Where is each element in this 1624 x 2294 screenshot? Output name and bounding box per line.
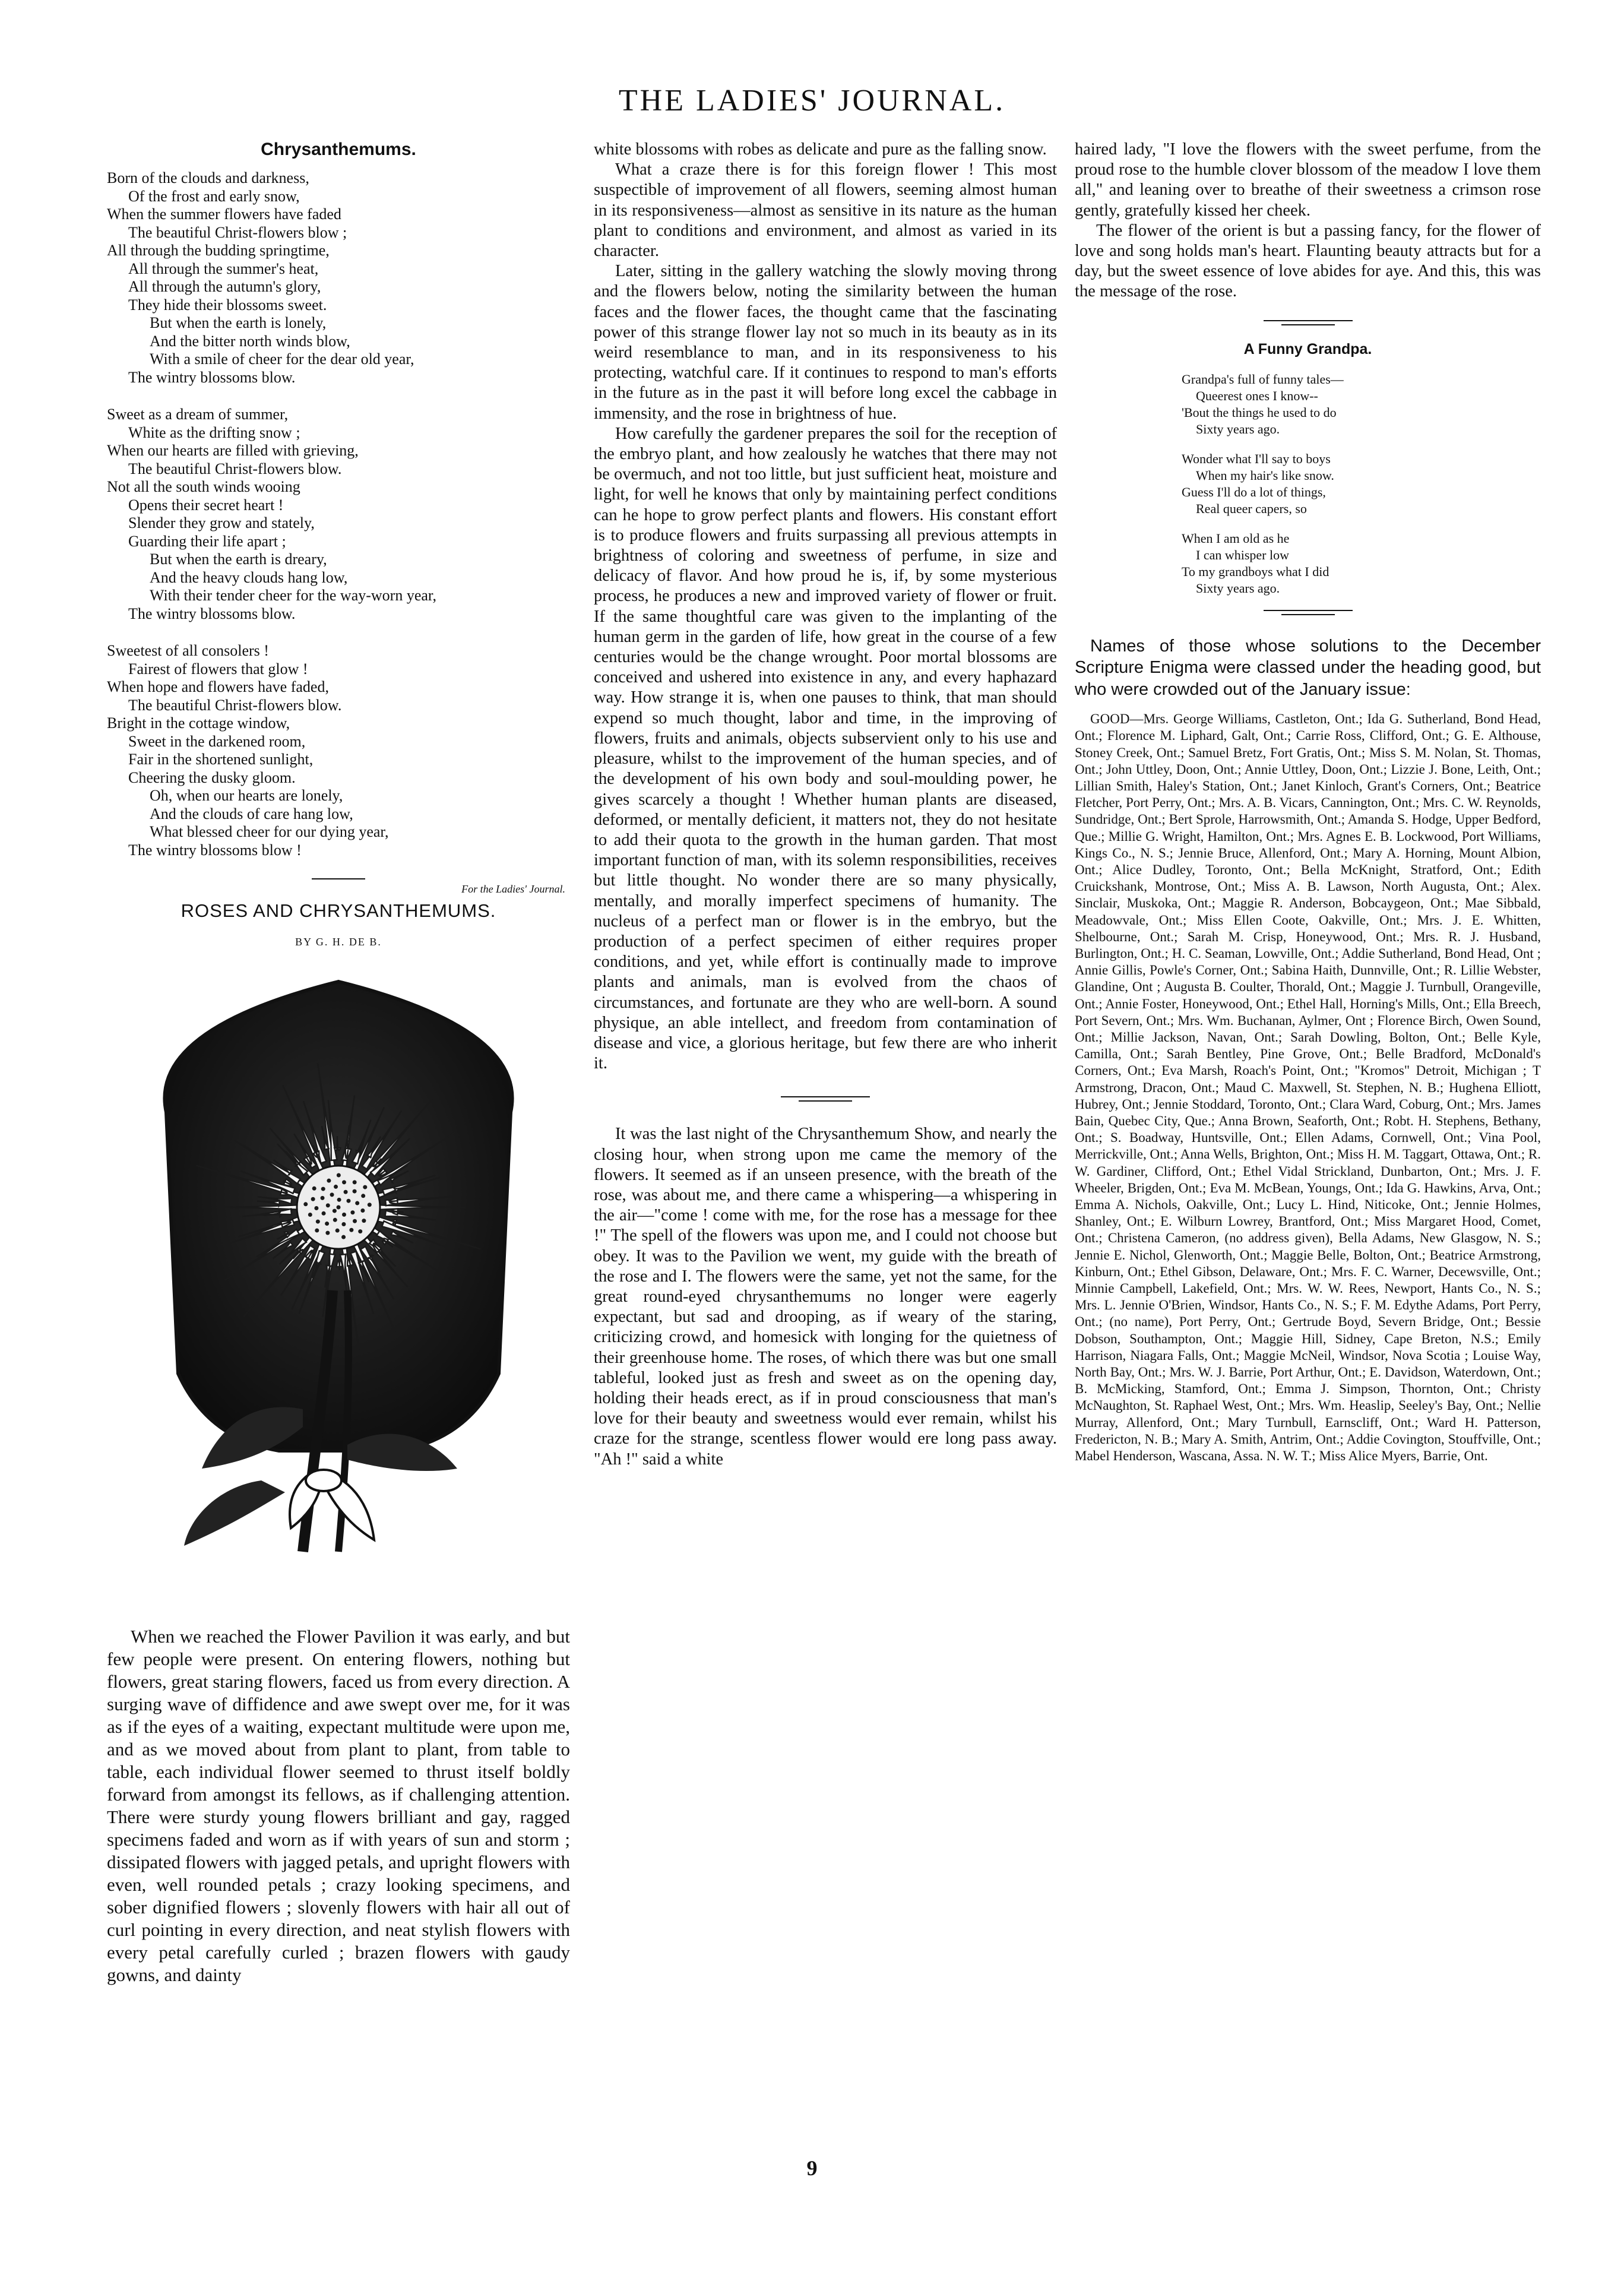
article-credit: For the Ladies' Journal. <box>461 883 565 895</box>
flower-center-dot <box>314 1206 318 1210</box>
flower-center-dot <box>316 1220 320 1224</box>
grandpa-line: Sixty years ago. <box>1196 580 1280 596</box>
grandpa-line: 'Bout the things he used to do <box>1182 404 1337 420</box>
flower-center-dot <box>337 1205 341 1210</box>
poem-line: Sweet in the darkened room, <box>128 732 306 750</box>
poem-stanza <box>107 642 570 859</box>
flower-center-dot <box>360 1208 365 1213</box>
grandpa-stanza <box>1182 451 1541 517</box>
poem-line: When the summer flowers have faded <box>107 205 341 223</box>
poem-line: Fairest of flowers that glow ! <box>128 660 308 678</box>
flower-center-dot <box>312 1186 316 1191</box>
flower-center-dot <box>334 1185 338 1189</box>
article-title: ROSES AND CHRYSANTHEMUMS. <box>181 900 496 921</box>
poem-line: The beautiful Christ-flowers blow. <box>128 460 342 477</box>
flower-center-dot <box>315 1229 319 1233</box>
grandpa-line: To my grandboys what I did <box>1182 564 1329 579</box>
grandpa-stanza <box>1182 371 1541 438</box>
poem-line: And the bitter north winds blow, <box>150 332 350 350</box>
flower-center-dot <box>337 1173 341 1178</box>
poem-line: Bright in the cottage window, <box>107 714 290 732</box>
flower-center-dot <box>362 1219 366 1223</box>
poem-stanza <box>107 169 570 387</box>
poem-line: All through the summer's heat, <box>128 260 319 277</box>
flower-center-dot <box>350 1210 354 1214</box>
flower-center-dot <box>344 1190 348 1194</box>
grandpa-line: Wonder what I'll say to boys <box>1182 451 1331 466</box>
flower-center-dot <box>311 1197 315 1201</box>
poem-line: With a smile of cheer for the dear old year, <box>150 350 414 368</box>
article-paragraph: The flower of the orient is but a passing fancy, for the flower of love and song holds man's heart. Flaunting beauty attracts but for a day, but the sweet essence of love abides for aye. And this, this was the message of the rose. <box>1075 221 1541 301</box>
article-text-col1 <box>107 1625 570 1986</box>
grandpa-stanza <box>1182 530 1541 597</box>
names-intro: Names of those whose solutions to the December Scripture Enigma were classed under the heading good, but who were crowded out of the January issue: <box>1075 636 1541 699</box>
article-paragraph: white blossoms with robes as delicate and pure as the falling snow. <box>594 140 1047 159</box>
grandpa-line: When I am old as he <box>1182 530 1290 546</box>
flower-center-dot <box>341 1235 346 1239</box>
column-left <box>107 140 570 1986</box>
poem-line: Born of the clouds and darkness, <box>107 169 309 186</box>
grandpa-line: I can whisper low <box>1196 547 1290 562</box>
grandpa-poem <box>1075 371 1541 597</box>
page-number: 9 <box>806 2156 818 2180</box>
poem-line: But when the earth is dreary, <box>150 550 327 568</box>
flower-center-dot <box>333 1209 337 1213</box>
grandpa-line: When my hair's like snow. <box>1196 467 1334 483</box>
flower-center-dot <box>363 1185 367 1189</box>
poem-line: What blessed cheer for our dying year, <box>150 823 389 840</box>
grandpa-line: Sixty years ago. <box>1196 421 1280 436</box>
flower-center-dot <box>355 1201 359 1205</box>
poem-line: The wintry blossoms blow ! <box>128 841 302 859</box>
flower-center-dot <box>321 1196 325 1200</box>
flower-center-dot <box>322 1211 326 1216</box>
masthead: THE LADIES' JOURNAL. <box>618 84 1006 118</box>
poem-line: Fair in the shortened sunlight, <box>128 751 314 768</box>
flower-center-dot <box>361 1194 365 1198</box>
article-paragraph: How carefully the gardener prepares the soil for the reception of the embryo plant, and how zealously he watches that there may not be overmuch, and not too little, but just sufficient heat, moisture and light, for well he knows that only by maintaining perfect conditions can he hope to grow perfect plants and flowers. His constant effort is to produce flowers and fruits surpassing all previous attempts in brightness of coloring and sweetness of perfume, in size and delicacy of flavor. And how proud he is, if, by some mysterious process, he produces a new and improved variety of flower or fruit. If the same thoughtful care was given to the implanting of the human germ in the garden of life, how great in the course of a few centuries would be the change wrought. Poor mortal blossoms are conceived and ushered into existence in any, and every haphazard way. How strange it is, when one pauses to think, that man should expend so much thought, labor and time, in the improving of flowers, fruits and animals, objects subservient only to his use and pleasure, whilst to the improvement of the human species, and of the development of his own body and soul-moulding power, he gives scarcely a thought ! Whether human plants are diseased, deformed, or mentally deficient, it matters not, they do not hesitate to add their quota to the growth in the human garden. That most important function of man, with its solemn responsibilities, receives but little thought. No wonder there are so many physically, mentally, and morally imperfect specimens of humanity. The nucleus of a perfect man or flower is in the embryo, but the production of a perfect specimen of either requires proper conditions, and yet, while effort is continually made to improve plants and animals, man is evolved from the chaos of circumstances, and fortunate are they who are well-born. A sound physique, an able intellect, and freedom from contamination of disease and vice, a glorious heritage, but few there are who inherit it. <box>594 424 1057 1073</box>
flower-center-dot <box>325 1231 330 1235</box>
flower-center-dot <box>308 1213 312 1217</box>
poem-line: And the heavy clouds hang low, <box>150 568 348 586</box>
article-text-col2 <box>594 140 1057 1074</box>
flower-center-dot <box>337 1198 341 1202</box>
flower-center-dot <box>342 1213 346 1217</box>
poem-line: Slender they grow and stately, <box>128 514 315 531</box>
flower-center-dot <box>303 1202 308 1206</box>
section-divider <box>1264 610 1353 615</box>
flower-center-dot <box>349 1228 353 1232</box>
flower-center-dot <box>346 1199 350 1203</box>
article-text-col3 <box>1075 140 1541 302</box>
flower-center-dot <box>325 1222 329 1226</box>
flower-center-dot <box>341 1222 346 1226</box>
poem-line: When our hearts are filled with grieving, <box>107 442 359 459</box>
poem-line: And the clouds of care hang low, <box>150 805 353 822</box>
grandpa-line: Guess I'll do a lot of things, <box>1182 484 1326 499</box>
poem-line: Sweetest of all consolers ! <box>107 642 269 659</box>
poem-line: Cheering the dusky gloom. <box>128 768 296 786</box>
column-middle <box>594 140 1057 1470</box>
flower-center-dot <box>353 1189 357 1194</box>
poem-line: All through the budding springtime, <box>107 242 330 259</box>
flower-center-dot <box>333 1218 337 1222</box>
flower-center-dot <box>353 1219 357 1223</box>
poem-line: White as the drifting snow ; <box>128 423 300 441</box>
article-paragraph: It was the last night of the Chrysanthemum Show, and nearly the closing hour, when strong upon me came the memory of the flowers. It seemed as if an unseen presence, with the breath of the rose, was about me, and there came a whispering—a whispering in the air—"come ! come with me, for the rose has a message for thee !" The spell of the flowers was upon me, and I could not choose but obey. It was to the Pavilion we went, my guide with the breath of the rose and I. The flowers were the same, yet not the same, for the great round-eyed chrysanthemums no longer were eagerly expectant, but sad and drooping, as if weary of the staring, criticizing crowd, and homesick with longing for the quietness of their greenhouse home. The roses, of which there was but one small tableful, looked just as fresh and sweet as on the opening day, holding their heads erect, as if in proud consciousness that man's love for their beauty and sweetness would ever remain, whilst his craze for the strange, scentless flower would ere long pass away. "Ah !" said a white <box>594 1125 1057 1469</box>
chrysanthemum-engraving-icon <box>113 958 564 1611</box>
section-divider <box>1264 320 1353 325</box>
poem-line: All through the autumn's glory, <box>128 278 321 295</box>
article-paragraph: haired lady, "I love the flowers with the sweet perfume, from the proud rose to the humble clover blossom of the meadow I love them all," and leaning over to breathe of their sweetness a crimson rose gently, gratefully kissed her cheek. <box>1075 140 1541 220</box>
poem-line: Guarding their life apart ; <box>128 532 286 550</box>
poem-line: Oh, when our hearts are lonely, <box>150 787 343 804</box>
grandpa-line: Queerest ones I know-- <box>1196 388 1318 403</box>
flower-center-dot <box>353 1180 357 1184</box>
flower-center-dot <box>358 1229 362 1233</box>
poem-chrysanthemums <box>107 169 570 859</box>
poem-line: But when the earth is lonely, <box>150 314 327 331</box>
poem-line: The beautiful Christ-flowers blow. <box>128 696 342 714</box>
column-right <box>1075 140 1541 1464</box>
flower-center-dot <box>342 1180 346 1184</box>
poem-line: The wintry blossoms blow. <box>128 605 296 622</box>
flower-center-dot <box>330 1192 334 1197</box>
poem-line: Not all the south winds wooing <box>107 478 300 495</box>
poem-line: They hide their blossoms sweet. <box>128 296 327 314</box>
poem-line: With their tender cheer for the way-worn year, <box>150 587 437 604</box>
flower-center-dot <box>335 1229 340 1233</box>
grandpa-line: Real queer capers, so <box>1196 501 1307 516</box>
grandpa-line: Grandpa's full of funny tales— <box>1182 371 1344 387</box>
poem-line: The beautiful Christ-flowers blow ; <box>128 223 347 241</box>
article-paragraph: Later, sitting in the gallery watching the slowly moving throng and the flowers below, noting the similarity between the human faces and the flower faces, the thought came that the fascinating power of this strange flower lay not so much in its beauty as in its weird resemblance to man, and in its responsiveness to his protecting, watchful care. If it continues to respond to man's efforts in the future as in the past it will before long excel the cabbage in immensity, and the rose in brightness of hue. <box>594 262 1057 423</box>
article-paragraph: What a craze there is for this foreign flower ! This most suspectible of improvement of all flowers, seeming almost human in its responsiveness—almost as sensitive in its nature as the human plant to conditions and environment, and almost as varied in its character. <box>594 160 1057 261</box>
article-text-col2-part2 <box>594 1124 1057 1469</box>
poem-line: Of the frost and early snow, <box>128 187 300 205</box>
grandpa-poem-title: A Funny Grandpa. <box>1243 340 1372 357</box>
flower-center-dot <box>321 1187 325 1191</box>
article-byline: BY G. H. DE B. <box>295 936 382 948</box>
flower-center-dot <box>326 1203 330 1207</box>
poem-line: Sweet as a dream of summer, <box>107 406 289 423</box>
poem-stanza <box>107 406 570 623</box>
section-divider <box>781 1096 870 1102</box>
names-list: GOOD—Mrs. George Williams, Castleton, Ont.; Ida G. Sutherland, Bond Head, Ont.; Florence M. Liphard, Galt, Ont.; Carrie Ross, Clifford, Ont.; G. E. Althouse, Stoney Creek, Ont.; Samuel Bretz, Fort Gratis, Ont.; Miss S. M. Nolan, St. Thomas, Ont.; John Uttley, Doon, Ont.; Annie Uttley, Doon, Ont.; Lizzie J. Bone, Leith, Ont.; Lillian Smith, Haley's Station, Ont.; Janet Kinloch, Grant's Corners, Ont.; Beatrice Fletcher, Port Perry, Ont.; Mrs. A. B. Vicars, Cannington, Ont.; Mrs. C. W. Reynolds, Sundridge, Ont.; Bert Sprole, Harrowsmith, Ont.; Amanda S. Hodge, Upper Bedford, Que.; Millie G. Wright, Hamilton, Ont.; Mrs. Agnes E. B. Lockwood, Port Williams, Kings Co., N. S.; Jennie Bruce, Allenford, Ont.; Mary A. Horning, Mount Albion, Ont.; Alice Dudley, Toronto, Ont.; Bella McKnight, Stratford, Ont.; Edith Cruickshank, Montrose, Ont.; Miss A. B. Lawson, North Augusta, Ont.; Alex. Sinclair, Muskoka, Ont.; Maggie R. Anderson, Bobcaygeon, Ont.; Mae Sibbald, Meadowvale, Ont.; Miss Ellen Coote, Oakville, Ont.; Mrs. J. E. Whitten, Shelbourne, Ont.; Sarah M. Crisp, Honeywood, Ont.; Mrs. R. J. Husband, Burlington, Ont.; H. C. Seaman, Lowville, Ont.; Addie Sutherland, Bond Head, Ont ; Annie Gillis, Powle's Corner, Ont.; Sabina Haith, Dunnville, Ont.; R. Lillie Webster, Glandine, Ont ; Augusta B. Coulter, Thorald, Ont.; Maggie J. Turnbull, Orangeville, Ont.; Annie Foster, Honeywood, Ont.; Ethel Hall, Horning's Mills, Ont.; Ella Breech, Port Severn, Ont.; Mrs. Wm. Buchanan, Aylmer, Ont ; Florence Birch, Owen Sound, Ont.; Millie Jackson, Navan, Ont.; Sarah Dowling, Bolton, Ont.; Belle Kyle, Camilla, Ont.; Sarah Bentley, Pine Grove, Ont.; Belle Bradford, McDonald's Corners, Ont.; Eva Marsh, Roach's Point, Ont.; "Kromos" Detroit, Michigan ; T Armstrong, Dracon, Ont.; Maud C. Maxwell, St. Stephen, N. B.; Hughena Elliott, Hubrey, Ont.; Jennie Stoddard, Toronto, Ont.; Clara Ward, Coburg, Ont.; Mrs. James Bain, Quebec City, Que.; Anna Brown, Seaforth, Ont.; Robt. H. Stephens, Bethany, Ont.; S. Boadway, Huntsville, Ont.; Ellen Adams, Cornwell, Ont.; Vina Pool, Merrickville, Ont.; Anna Wells, Brighton, Ont.; Miss H. M. Taggart, Ottawa, Ont.; R. W. Gardiner, Clifford, Ont.; Ethel Vidal Strickland, Dunbarton, Ont.; Mrs. J. F. Wheeler, Brigden, Ont.; Eva M. McBean, Youngs, Ont.; Ida G. Hawkins, Arva, Ont.; Emma A. Nichols, Oakville, Ont.; Lucy L. Hind, Niticoke, Ont.; Jennie Holmes, Shanley, Ont.; E. Wilburn Lowrey, Brantford, Ont.; Miss Margaret Hood, Comet, Ont.; Christena Cameron, (no address given), Bella Adams, New Glasgow, N. S.; Jennie E. Nichol, Glenworth, Ont.; Maggie Belle, Bolton, Ont.; Beatrice Armstrong, Kinburn, Ont.; Ethel Gibson, Delaware, Ont.; Mrs. F. C. Warner, Decewsville, Ont.; Minnie Campbell, Lakefield, Ont.; Mrs. W. W. Rees, Newport, Hants Co., N. S.; Mrs. L. Jennie O'Brien, Windsor, Hants Co., N. S.; F. M. Edythe Adams, Port Perry, Ont.; (no name), Port Perry, Ont.; Gertrude Boyd, Severn Bridge, Ont.; Bessie Dobson, Southampton, Ont.; Maggie Hill, Sidney, Cape Breton, N.S.; Emily Harrison, Niagara Falls, Ont.; Maggie McNeil, Windsor, Nova Scotia ; Louise Way, North Bay, Ont.; Mrs. W. J. Barrie, Port Arthur, Ont.; E. Davidson, Waterdown, Ont.; B. McMicking, Stamford, Ont.; Emma J. Simpson, Thornton, Ont.; Christy McNaughton, St. Raphael West, Ont.; Mrs. Wm. Heaslip, Seeley's Bay, Ont.; Nellie Murray, Allenford, Ont.; Mary Turnbull, Earnscliff, Ont.; Ward H. Patterson, Fredericton, N. B.; Mary A. Smith, Antrim, Ont.; Addie Covington, Stouffville, Ont.; Mabel Henderson, Wascana, Assa. N. W. T.; Miss Alice Myers, Barrie, Ont. <box>1075 711 1541 1464</box>
poem-title: Chrysanthemums. <box>261 140 416 159</box>
flower-center-dot <box>368 1203 372 1207</box>
poem-end-rule <box>312 878 365 879</box>
poem-line: Opens their secret heart ! <box>128 496 284 514</box>
article-paragraph: When we reached the Flower Pavilion it was early, and but few people were present. On entering flowers, nothing but flowers, great staring flowers, faced us from every direction. A surging wave of diffidence and awe swept over me, for it was as if the eyes of a waiting, expectant multitude were upon me, and as we moved about from plant to plant, from table to table, each individual flower seemed to thrust itself boldly forward from amongst its fellows, as if challenging attention. There were sturdy young flowers brilliant and gay, ragged specimens faded and worn as if with years of sun and storm ; dissipated flowers with jagged petals, and upright flowers with even, well rounded petals ; crazy looking specimens, and sober dignified flowers ; slovenly flowers with hair all out of curl pointing in every direction, and neat stylish flowers with every petal carefully curled ; brazen flowers with gaudy gowns, and dainty <box>107 1626 570 1985</box>
flower-center-dot <box>327 1179 331 1183</box>
poem-line: The wintry blossoms blow. <box>128 368 296 386</box>
poem-line: When hope and flowers have faded, <box>107 678 329 695</box>
